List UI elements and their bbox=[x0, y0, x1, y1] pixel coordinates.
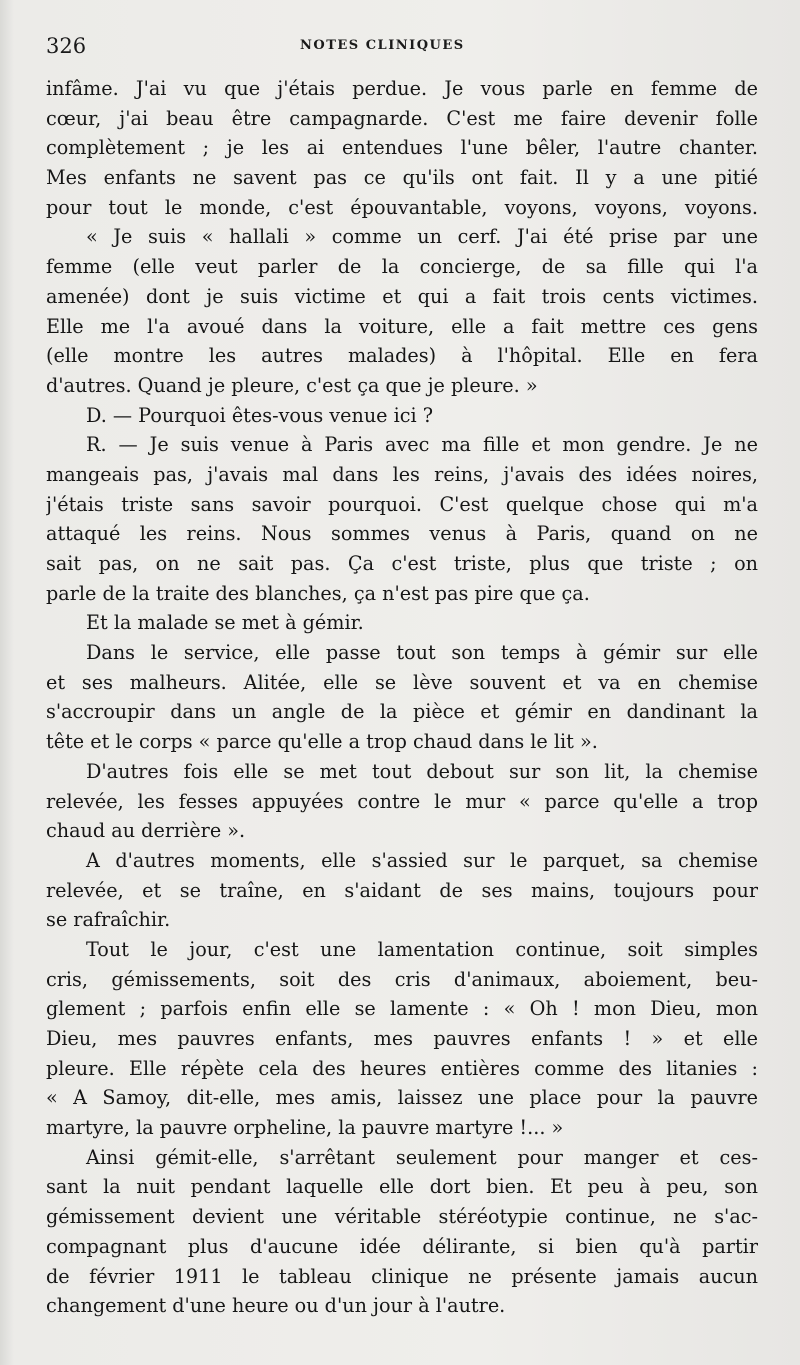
text-line: amenée) dont je suis victime et qui a fait trois cents victimes. bbox=[46, 284, 758, 308]
text-line: R. — Je suis venue à Paris avec ma fille et mon gendre. Je ne bbox=[86, 433, 758, 457]
text-line: d'autres. Quand je pleure, c'est ça que je pleure. » bbox=[46, 373, 538, 397]
text-line: Et la malade se met à gémir. bbox=[86, 611, 364, 635]
text-line: gémissement devient une véritable stéréotypie continue, ne s'ac- bbox=[46, 1205, 758, 1229]
text-line: sait pas, on ne sait pas. Ça c'est triste, plus que triste ; on bbox=[46, 552, 758, 575]
text-line: tête et le corps « parce qu'elle a trop chaud dans le lit ». bbox=[46, 730, 598, 754]
page-number: 326 bbox=[46, 34, 87, 58]
text-line: « Je suis « hallali » comme un cerf. J'ai été prise par une bbox=[86, 225, 758, 249]
text-line: Tout le jour, c'est une lamentation continue, soit simples bbox=[86, 937, 758, 961]
body-text bbox=[46, 74, 758, 1321]
text-line: D. — Pourquoi êtes-vous venue ici ? bbox=[86, 403, 434, 427]
text-line: Dans le service, elle passe tout son temps à gémir sur elle bbox=[86, 641, 758, 665]
text-line: et ses malheurs. Alitée, elle se lève souvent et va en chemise bbox=[46, 670, 758, 694]
text-line: relevée, et se traîne, en s'aidant de ses mains, toujours pour bbox=[46, 878, 758, 902]
text-line: complètement ; je les ai entendues l'une bêler, l'autre chanter. bbox=[46, 136, 758, 160]
running-head: NOTES CLINIQUES bbox=[300, 38, 465, 53]
text-line: glement ; parfois enfin elle se lamente : « Oh ! mon Dieu, mon bbox=[46, 997, 758, 1021]
text-line: pleure. Elle répète cela des heures entières comme des litanies : bbox=[46, 1056, 758, 1080]
text-line: Mes enfants ne savent pas ce qu'ils ont fait. Il y a une pitié bbox=[46, 166, 758, 190]
text-line: parle de la traite des blanches, ça n'est pas pire que ça. bbox=[46, 581, 590, 605]
text-line: (elle montre les autres malades) à l'hôpital. Elle en fera bbox=[46, 344, 758, 368]
text-line: sant la nuit pendant laquelle elle dort bien. Et peu à peu, son bbox=[46, 1175, 758, 1199]
text-line: de février 1911 le tableau clinique ne présente jamais aucun bbox=[46, 1264, 758, 1288]
text-line: cris, gémissements, soit des cris d'animaux, aboiement, beu- bbox=[46, 967, 758, 991]
text-line: s'accroupir dans un angle de la pièce et gémir en dandinant la bbox=[46, 700, 758, 724]
text-line: cœur, j'ai beau être campagnarde. C'est me faire devenir folle bbox=[46, 106, 758, 130]
text-line: A d'autres moments, elle s'assied sur le parquet, sa chemise bbox=[86, 848, 758, 872]
text-line: D'autres fois elle se met tout debout sur son lit, la chemise bbox=[86, 759, 758, 783]
text-line: j'étais triste sans savoir pourquoi. C'est quelque chose qui m'a bbox=[46, 492, 758, 516]
text-line: pour tout le monde, c'est épouvantable, voyons, voyons, voyons. bbox=[46, 195, 758, 219]
text-line: changement d'une heure ou d'un jour à l'autre. bbox=[46, 1294, 506, 1318]
text-line: Dieu, mes pauvres enfants, mes pauvres enfants ! » et elle bbox=[46, 1027, 758, 1050]
text-line: « A Samoy, dit-elle, mes amis, laissez une place pour la pauvre bbox=[46, 1086, 758, 1110]
text-line: femme (elle veut parler de la concierge, de sa fille qui l'a bbox=[46, 255, 758, 279]
page-header bbox=[46, 34, 746, 60]
text-line: chaud au derrière ». bbox=[46, 819, 246, 843]
text-line: infâme. J'ai vu que j'étais perdue. Je vous parle en femme de bbox=[46, 77, 758, 100]
text-line: mangeais pas, j'avais mal dans les reins, j'avais des idées noires, bbox=[46, 462, 758, 486]
text-line: se rafraîchir. bbox=[46, 908, 171, 932]
text-line: martyre, la pauvre orpheline, la pauvre martyre !... » bbox=[46, 1116, 564, 1140]
text-line: Ainsi gémit-elle, s'arrêtant seulement pour manger et ces- bbox=[86, 1145, 758, 1169]
text-line: attaqué les reins. Nous sommes venus à Paris, quand on ne bbox=[46, 522, 758, 546]
text-line: compagnant plus d'aucune idée délirante, si bien qu'à partir bbox=[46, 1234, 758, 1258]
text-line: Elle me l'a avoué dans la voiture, elle a fait mettre ces gens bbox=[46, 314, 758, 338]
text-line: relevée, les fesses appuyées contre le mur « parce qu'elle a trop bbox=[46, 789, 758, 813]
